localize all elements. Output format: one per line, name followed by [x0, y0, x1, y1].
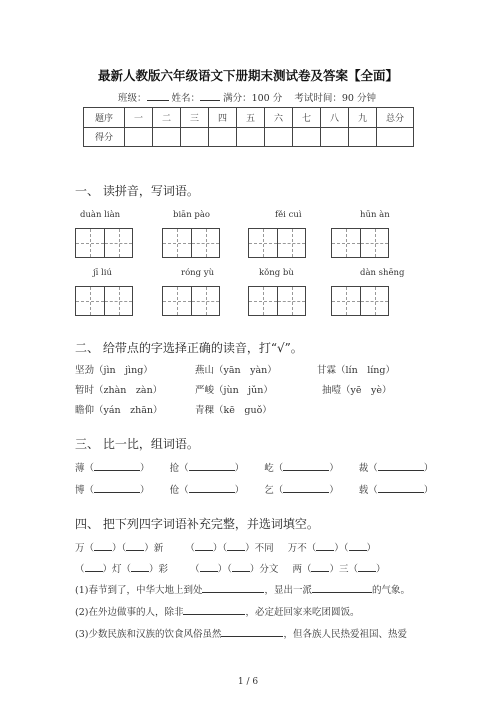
page-number: 1 / 6: [237, 677, 259, 687]
writing-box[interactable]: [162, 228, 220, 258]
compare-char: 载（: [358, 485, 378, 496]
writing-box[interactable]: [331, 286, 389, 316]
idiom-text: 两（: [292, 564, 312, 575]
score-cell[interactable]: [293, 127, 321, 147]
paren: ）: [329, 485, 339, 496]
idiom-text: ）新: [144, 543, 164, 554]
class-label: 班级：: [118, 93, 147, 104]
paren: ）: [140, 485, 150, 496]
score-cell[interactable]: [209, 127, 237, 147]
writing-box[interactable]: [248, 228, 306, 258]
paren: ）: [329, 463, 339, 474]
pinyin: biān pào: [173, 210, 211, 220]
idiom-text: ）分文: [249, 564, 279, 575]
compare-row-1: [75, 460, 433, 474]
compare-char: 博（: [75, 485, 95, 496]
answer-blank[interactable]: [94, 540, 112, 551]
answer-blank[interactable]: [183, 604, 245, 615]
score-table: [83, 107, 414, 147]
score-cell[interactable]: [377, 127, 414, 147]
answer-blank[interactable]: [283, 482, 329, 493]
score-header-cell: 总分: [377, 108, 414, 128]
reading-choice[interactable]: 燕山（yān yàn）: [195, 365, 277, 376]
score-header-cell: 一: [125, 108, 153, 128]
idiom-text: ）: [366, 543, 377, 554]
score-header-cell: 二: [153, 108, 181, 128]
question-text: (3)少数民族和汉族的饮食风俗虽然: [75, 629, 222, 640]
idiom-text: ）: [376, 564, 386, 575]
pinyin: duàn liàn: [80, 210, 121, 220]
idiom-text: ）（: [112, 543, 127, 554]
pinyin: dàn shēng: [360, 268, 405, 278]
compare-char: 屹（: [264, 463, 284, 474]
idiom-text: （: [190, 564, 200, 575]
score-header-row: [84, 108, 414, 128]
score-cell[interactable]: [153, 127, 181, 147]
writing-box[interactable]: [75, 228, 133, 258]
score-header-cell: 六: [265, 108, 293, 128]
section4-title: 四、 把下列四字词语补充完整，并选词填空。: [75, 517, 319, 531]
name-blank[interactable]: [200, 90, 220, 101]
question-text: ，显出一派: [264, 585, 312, 596]
compare-char: 薄（: [75, 463, 95, 474]
idiom-text: 万不（: [287, 543, 317, 554]
section1-title: 一、 读拼音，写词语。: [75, 184, 199, 198]
score-header-cell: 四: [209, 108, 237, 128]
idiom-text: ）（: [217, 564, 232, 575]
pinyin: fěi cuì: [275, 210, 302, 220]
reading-choice[interactable]: 暂时（zhàn zàn）: [75, 385, 163, 396]
answer-blank[interactable]: [232, 561, 250, 572]
question-text: ，但各族人民热爱祖国、热爱: [283, 629, 407, 640]
paren: ）: [423, 463, 434, 474]
compare-row-2: [75, 482, 433, 496]
answer-blank[interactable]: [311, 561, 329, 572]
idiom-row-1: [75, 540, 376, 554]
answer-blank[interactable]: [200, 561, 218, 572]
score-header-cell: 八: [321, 108, 349, 128]
answer-blank[interactable]: [85, 561, 103, 572]
answer-blank[interactable]: [378, 482, 424, 493]
exam-time: 考试时间：90 分钟: [294, 93, 376, 104]
answer-blank[interactable]: [221, 626, 283, 637]
pinyin: róng yù: [181, 268, 215, 278]
paren: ）: [234, 463, 245, 474]
answer-blank[interactable]: [189, 460, 235, 471]
reading-choice[interactable]: 抽噎（yē yè）: [322, 385, 392, 396]
answer-blank[interactable]: [94, 482, 140, 493]
answer-blank[interactable]: [349, 540, 367, 551]
reading-choice[interactable]: 坚劲（jìn jìng）: [75, 365, 153, 376]
score-header-cell: 五: [237, 108, 265, 128]
name-label: 姓名：: [171, 93, 201, 104]
answer-blank[interactable]: [94, 460, 140, 471]
compare-char: 伧（: [169, 485, 189, 496]
answer-blank[interactable]: [312, 582, 372, 593]
score-cell[interactable]: [321, 127, 349, 147]
answer-blank[interactable]: [378, 460, 424, 471]
idiom-text: ）三（: [329, 564, 358, 575]
exam-info-line: [118, 90, 376, 104]
fill-question-1: [75, 582, 410, 596]
idiom-text: 万（: [75, 543, 95, 554]
answer-blank[interactable]: [189, 482, 235, 493]
score-cell[interactable]: [125, 127, 153, 147]
section3-title: 三、 比一比，组词语。: [75, 437, 199, 451]
reading-choice[interactable]: 严峻（jùn jǔn）: [195, 385, 273, 396]
section2-title: 二、 给带点的字选择正确的读音，打“√”。: [75, 341, 303, 355]
answer-blank[interactable]: [195, 540, 213, 551]
score-header-cell: 题序: [84, 108, 125, 128]
question-text: ，必定赶回家来吃团圆饭。: [245, 607, 360, 618]
score-cell[interactable]: [265, 127, 293, 147]
pinyin: kǒng bù: [259, 268, 294, 278]
idiom-text: （: [75, 564, 85, 575]
writing-box[interactable]: [248, 286, 306, 316]
class-blank[interactable]: [147, 90, 169, 101]
page-title: 最新人教版六年级语文下册期末测试卷及答案【全面】: [97, 68, 398, 83]
fill-question-2: [75, 604, 359, 618]
score-cell[interactable]: [237, 127, 265, 147]
answer-blank[interactable]: [283, 460, 329, 471]
idiom-text: ）彩: [149, 564, 169, 575]
compare-char: 裁（: [358, 463, 378, 474]
paren: ）: [140, 463, 150, 474]
answer-blank[interactable]: [126, 540, 144, 551]
reading-choice[interactable]: 甘霖（lín líng）: [317, 365, 395, 376]
reading-choice[interactable]: 瞻仰（yán zhān）: [75, 405, 163, 416]
score-cell[interactable]: [349, 127, 377, 147]
compare-char: 抢（: [169, 463, 189, 474]
pinyin: hūn àn: [360, 210, 390, 220]
answer-blank[interactable]: [316, 540, 334, 551]
question-text: (1)春节到了，中华大地上到处: [75, 585, 203, 596]
writing-box[interactable]: [162, 286, 220, 316]
answer-blank[interactable]: [358, 561, 376, 572]
idiom-text: （: [185, 543, 195, 554]
score-cell[interactable]: [181, 127, 209, 147]
paren: ）: [234, 485, 245, 496]
question-text: (2)在外边做事的人，除非: [75, 607, 184, 618]
idiom-text: ）（: [212, 543, 228, 554]
compare-char: 乞（: [264, 485, 284, 496]
question-text: 的气象。: [371, 585, 410, 596]
pinyin: jī liú: [93, 268, 112, 278]
score-value-row: [84, 127, 414, 147]
answer-blank[interactable]: [202, 582, 264, 593]
score-row-label: 得分: [84, 127, 125, 147]
idiom-row-2: [75, 561, 386, 575]
answer-blank[interactable]: [227, 540, 245, 551]
score-header-cell: 九: [349, 108, 377, 128]
idiom-text: ）不同: [245, 543, 274, 554]
writing-box[interactable]: [331, 228, 389, 258]
score-header-cell: 七: [293, 108, 321, 128]
answer-blank[interactable]: [131, 561, 149, 572]
score-header-cell: 三: [181, 108, 209, 128]
idiom-text: ）灯（: [102, 564, 132, 575]
fill-question-3: [75, 626, 407, 640]
idiom-text: ）（: [334, 543, 349, 554]
paren: ）: [423, 485, 434, 496]
reading-choice[interactable]: 青稞（kē guǒ）: [195, 405, 272, 416]
full-score: 满分：100 分: [223, 93, 283, 104]
writing-box[interactable]: [75, 286, 133, 316]
